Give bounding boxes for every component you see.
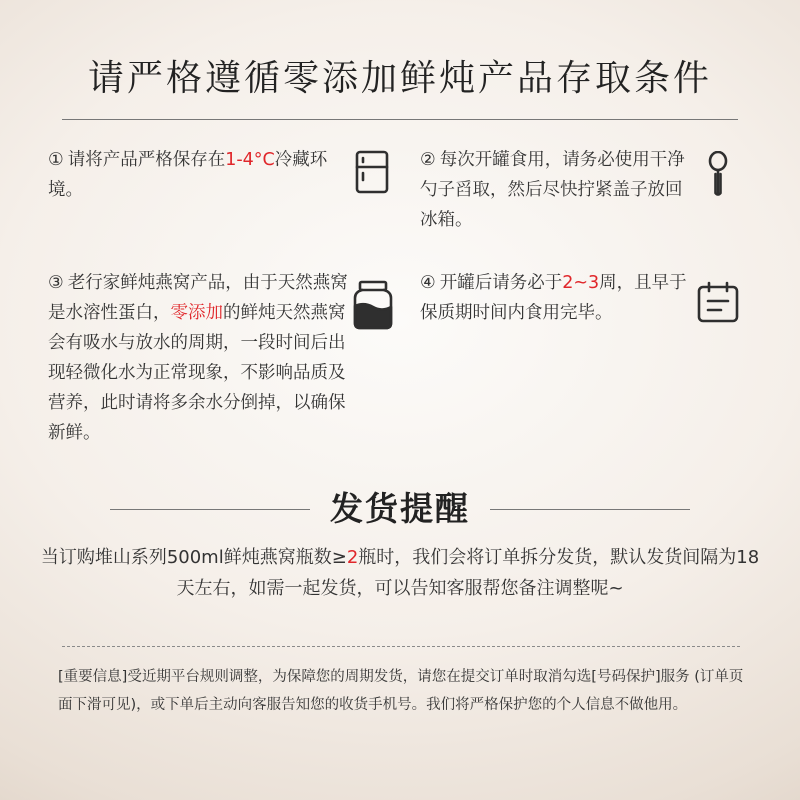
- zero-additive-highlight: 零添加: [170, 303, 223, 323]
- jar-icon: [352, 280, 394, 330]
- shipping-notice-text: 当订购堆山系列500ml鲜炖燕窝瓶数≥: [40, 547, 347, 568]
- condition-number: ③: [48, 273, 64, 293]
- section-divider-right: [490, 509, 690, 510]
- condition-2: [420, 145, 690, 235]
- dashed-divider: [62, 646, 740, 647]
- weeks-highlight: 2~3: [562, 273, 600, 293]
- condition-number: ④: [420, 273, 436, 293]
- section-title: 发货提醒: [330, 489, 470, 528]
- page-title: 请严格遵循零添加鲜炖产品存取条件: [87, 58, 712, 99]
- condition-4: [420, 268, 690, 328]
- condition-number: ②: [420, 150, 436, 170]
- condition-text: 老行家鲜炖燕窝产品，由于天然燕窝是水溶性蛋白，: [48, 273, 348, 323]
- temperature-highlight: 1-4°C: [225, 150, 275, 170]
- condition-text-tail: 周，且早于保质期时间内食用完毕。: [420, 273, 687, 323]
- bottle-count-highlight: 2: [346, 547, 359, 568]
- shipping-notice-tail: 瓶时，我们会将订单拆分发货，默认发货间隔为18天左右，如需一起发货，可以告知客服帮您备注调整呢~: [176, 547, 760, 599]
- condition-text: 开罐后请务必于: [439, 273, 563, 293]
- condition-1: [48, 145, 346, 205]
- condition-3: [48, 268, 348, 448]
- condition-text: 每次开罐食用，请务必使用干净勺子舀取，然后尽快拧紧盖子放回冰箱。: [420, 150, 685, 230]
- spoon-icon: [706, 151, 730, 197]
- condition-number: ①: [48, 150, 64, 170]
- calendar-icon: [697, 281, 739, 323]
- shipping-notice: [40, 542, 760, 604]
- title-divider: [62, 119, 738, 120]
- condition-text: 请将产品严格保存在: [67, 150, 226, 170]
- condition-text-tail: 的鲜炖天然燕窝会有吸水与放水的周期，一段时间后出现轻微化水为正常现象，不影响品质及营养，此时请将多余水分倒掉，以确保新鲜。: [48, 303, 346, 443]
- condition-text-tail: 冷藏环境。: [48, 150, 328, 200]
- important-info-footnote: [重要信息]受近期平台规则调整，为保障您的周期发货，请您在提交订单时取消勾选[号码保护]服务 (订单页面下滑可见)，或下单后主动向客服告知您的收货手机号。我们将严格保护您的个人信息不做他用。: [58, 669, 744, 713]
- fridge-icon: [355, 150, 389, 194]
